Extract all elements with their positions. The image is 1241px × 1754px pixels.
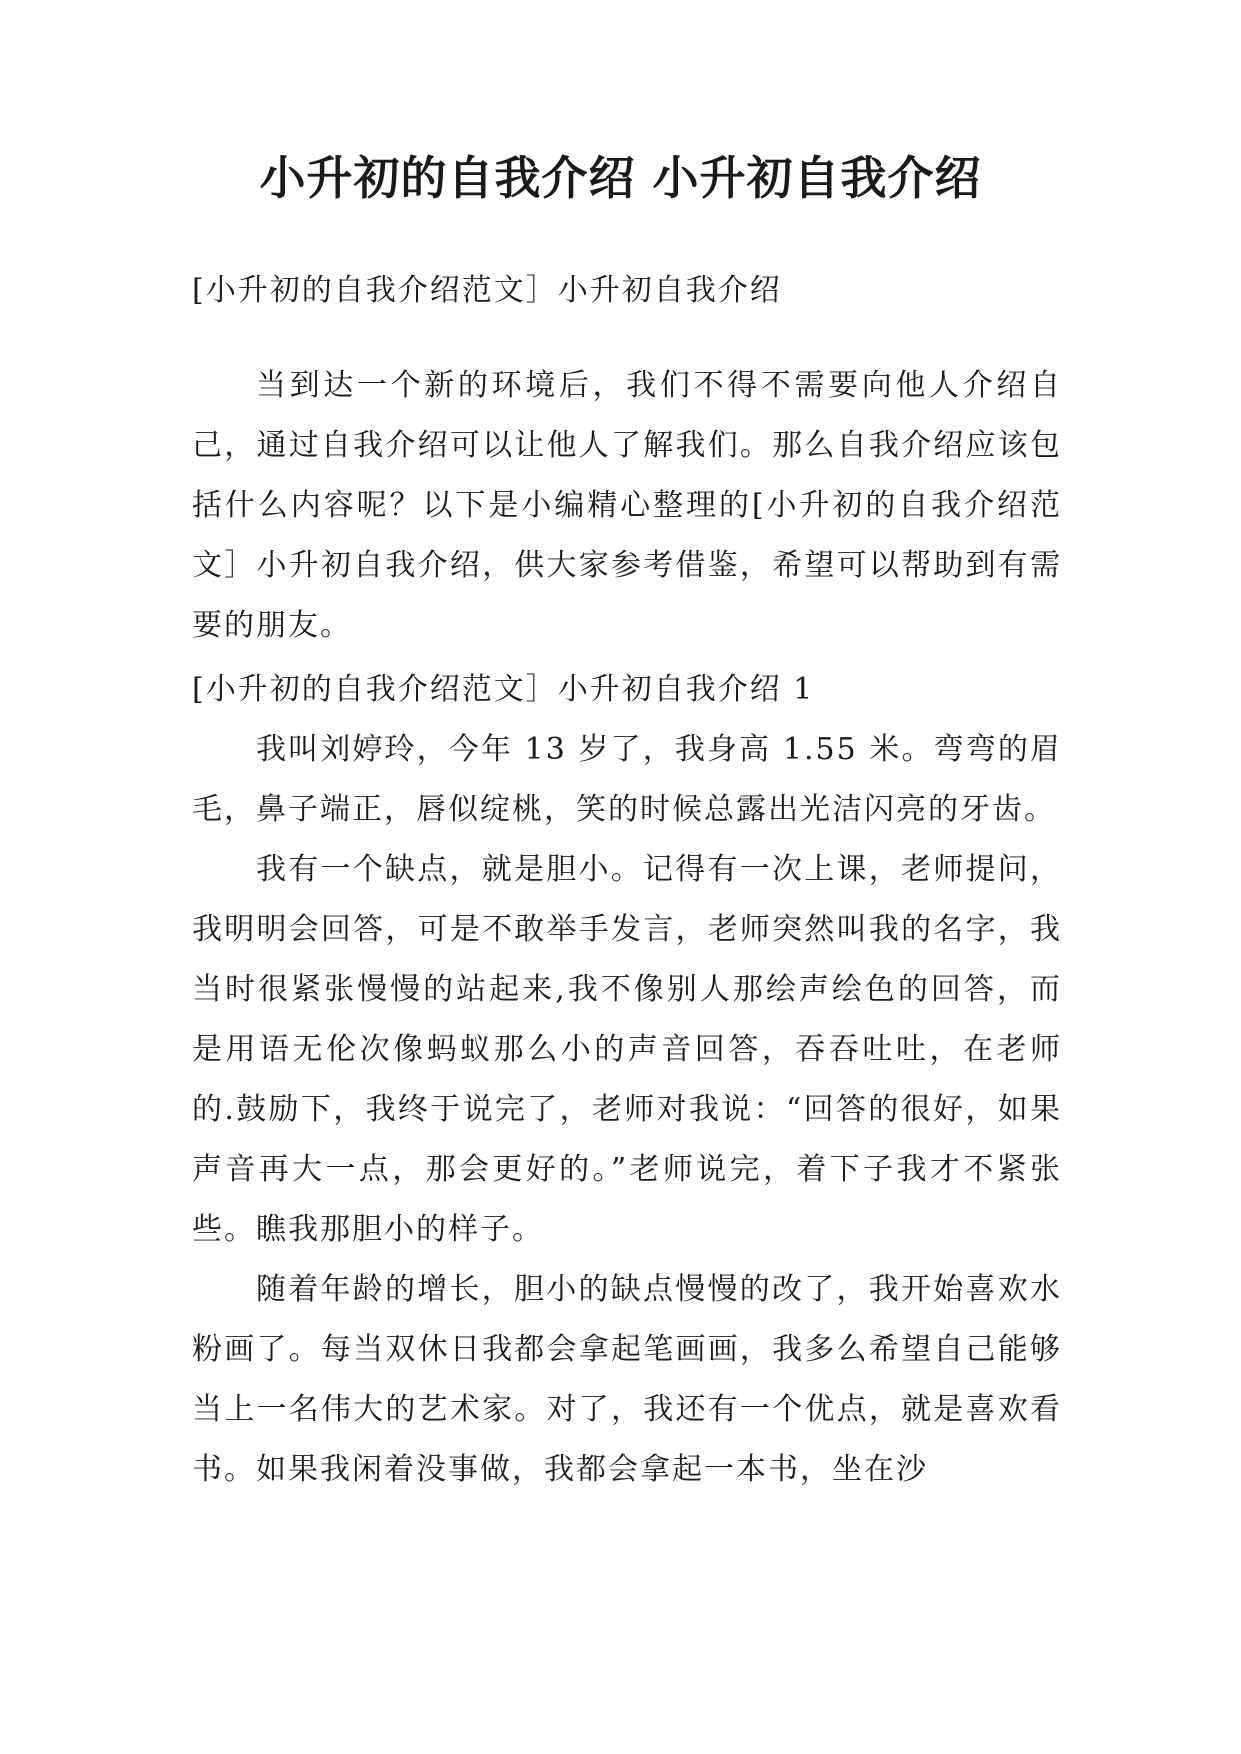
- intro-block: [192, 356, 1062, 656]
- subtitle: [小升初的自我介绍范文］小升初自我介绍: [192, 273, 782, 308]
- intro-paragraph: 当到达一个新的环境后，我们不得不需要向他人介绍自己，通过自我介绍可以让他人了解我们。那么自我介绍应该包括什么内容呢？以下是小编精心整理的[小升初的自我介绍范文］小升初自我介绍，供大家参考借鉴，希望可以帮助到有需要的朋友。: [192, 368, 1062, 643]
- body-paragraph-3: 随着年龄的增长，胆小的缺点慢慢的改了，我开始喜欢水粉画了。每当双休日我都会拿起笔画画，我多么希望自己能够当上一名伟大的艺术家。对了，我还有一个优点，就是喜欢看书。如果我闲着没事做，我都会拿起一本书，坐在沙: [192, 1272, 1062, 1487]
- body-paragraph-1: 我叫刘婷玲，今年 13 岁了，我身高 1.55 米。弯弯的眉毛，鼻子端正，唇似绽桃，笑的时候总露出光洁闪亮的牙齿。: [192, 732, 1062, 827]
- section-block: [192, 660, 1062, 1500]
- subtitle-block: [192, 261, 1062, 321]
- document-title: 小升初的自我介绍 小升初自我介绍: [259, 151, 982, 205]
- body-paragraph-2: 我有一个缺点，就是胆小。记得有一次上课，老师提问，我明明会回答，可是不敢举手发言，老师突然叫我的名字，我当时很紧张慢慢的站起来,我不像别人那绘声绘色的回答，而是用语无伦次像蚂蚁那么小的声音回答，吞吞吐吐，在老师的.鼓励下，我终于说完了，老师对我说：“回答的很好，如果声音再大一点，那会更好的。”老师说完，着下子我才不紧张些。瞧我那胆小的样子。: [192, 852, 1062, 1247]
- section-heading: [小升初的自我介绍范文］小升初自我介绍 1: [192, 672, 815, 707]
